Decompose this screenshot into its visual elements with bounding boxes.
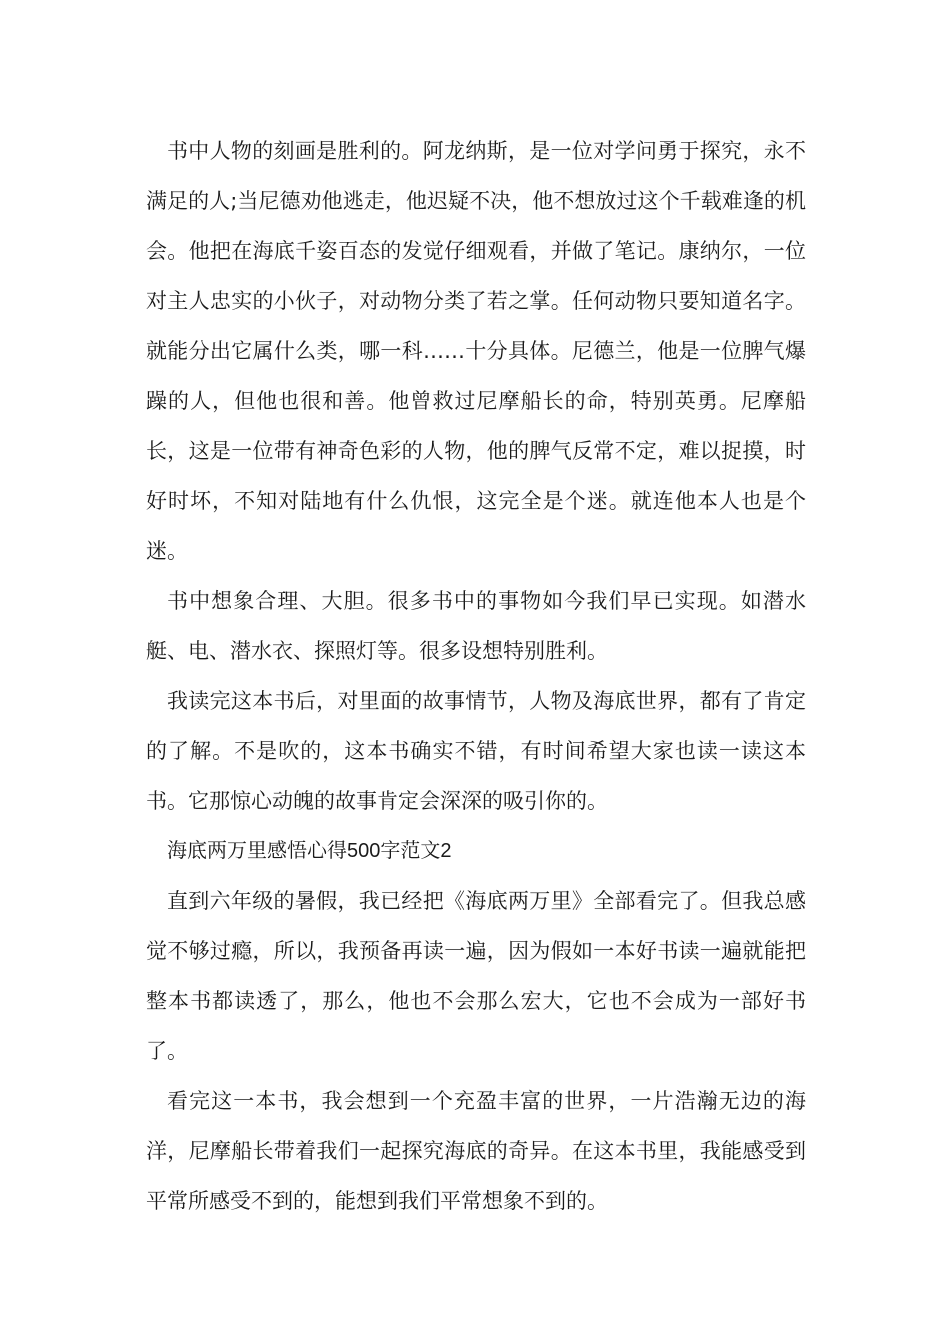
paragraph-conclusion: 我读完这本书后，对里面的故事情节，人物及海底世界，都有了肯定的了解。不是吹的，这本书确实不错，有时间希望大家也读一读这本书。它那惊心动魄的故事肯定会深深的吸引你的。: [146, 689, 806, 813]
paragraph-summer-reading: 直到六年级的暑假，我已经把《海底两万里》全部看完了。但我总感觉不够过瘾，所以，我预备再读一遍，因为假如一本好书读一遍就能把整本书都读透了，那么，他也不会那么宏大，它也不会成为一部好书了。: [146, 889, 806, 1063]
document-body: [146, 126, 806, 1226]
paragraph-imagination: 书中想象合理、大胆。很多书中的事物如今我们早已实现。如潜水艇、电、潜水衣、探照灯等。很多设想特别胜利。: [146, 589, 806, 663]
paragraph-ocean-world: 看完这一本书，我会想到一个充盈丰富的世界，一片浩瀚无边的海洋，尼摩船长带着我们一起探究海底的奇异。在这本书里，我能感受到平常所感受不到的，能想到我们平常想象不到的。: [146, 1089, 806, 1213]
paragraph-characters: 书中人物的刻画是胜利的。阿龙纳斯，是一位对学问勇于探究，永不满足的人;当尼德劝他逃走，他迟疑不决，他不想放过这个千载难逢的机会。他把在海底千姿百态的发觉仔细观看，并做了笔记。康纳尔，一位对主人忠实的小伙子，对动物分类了若之掌。任何动物只要知道名字。就能分出它属什么类，哪一科……十分具体。尼德兰，他是一位脾气爆躁的人，但他也很和善。他曾救过尼摩船长的命，特别英勇。尼摩船长，这是一位带有神奇色彩的人物，他的脾气反常不定，难以捉摸，时好时坏，不知对陆地有什么仇恨，这完全是个迷。就连他本人也是个迷。: [146, 139, 806, 563]
section-heading: 海底两万里感悟心得500字范文2: [167, 840, 452, 862]
